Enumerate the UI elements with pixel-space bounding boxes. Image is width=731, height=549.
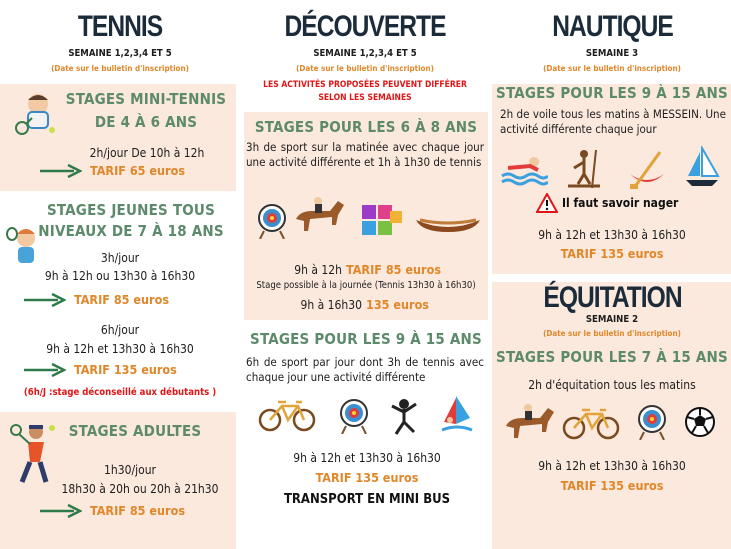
tennis-title: TENNIS	[77, 10, 163, 43]
horse-rider-icon	[290, 193, 350, 239]
arrow-right-icon	[40, 164, 82, 178]
equitation-date-note: (Date sur le bulletin d'inscription)	[543, 329, 681, 338]
decouverte-6-8-tarif2: 135 euros	[366, 297, 429, 312]
rowing-boat-icon	[414, 212, 482, 236]
nautique-times: 9h à 12h et 13h30 à 16h30	[538, 228, 686, 242]
decouverte-6-8-time2: 9h à 16h30	[300, 298, 362, 312]
mini-tennis-title-1: STAGES MINI-TENNIS	[65, 90, 227, 108]
tennis-weeks: SEMAINE 1,2,3,4 ET 5	[68, 48, 172, 59]
decouverte-6-8-time1: 9h à 12h	[294, 263, 342, 277]
jeunes-title-1: STAGES JEUNES TOUS	[47, 201, 215, 219]
arrow-right-icon	[24, 363, 66, 377]
adultes-hours: 1h30/jour	[104, 463, 156, 477]
decouverte-6-8-tarif1: TARIF 85 euros	[346, 262, 442, 277]
warning-icon	[536, 193, 558, 213]
horse-rider-icon	[500, 400, 560, 446]
decouverte-warning-2: SELON LES SEMAINES	[318, 93, 412, 103]
tennis-date-note: (Date sur le bulletin d'inscription)	[51, 64, 189, 73]
paddle-icon	[566, 148, 602, 190]
nautique-date-note: (Date sur le bulletin d'inscription)	[543, 64, 681, 73]
jeunes-opt1-times: 9h à 12h ou 13h30 à 16h30	[44, 269, 196, 283]
puzzle-icon	[360, 203, 404, 237]
decouverte-possible: Stage possible à la journée (Tennis 13h30 à 16h30)	[256, 280, 476, 291]
nautique-tarif: TARIF 135 euros	[560, 246, 664, 261]
kayak-icon	[626, 150, 668, 190]
nautique-title: NAUTIQUE	[552, 10, 673, 43]
decouverte-9-15-desc: 6h de sport par jour dont 3h de tennis avec chaque jour une activité différente	[246, 355, 484, 384]
equitation-title: ÉQUITATION	[543, 281, 682, 314]
arrow-right-icon	[40, 504, 82, 518]
adultes-title: STAGES ADULTES	[68, 422, 202, 440]
swimmer-icon	[500, 152, 548, 186]
adultes-tarif: TARIF 85 euros	[90, 503, 186, 518]
equitation-times: 9h à 12h et 13h30 à 16h30	[538, 459, 686, 473]
decouverte-weeks: SEMAINE 1,2,3,4 ET 5	[313, 48, 417, 59]
decouverte-6-8-desc: 3h de sport sur la matinée avec chaque jour une activité différente et 1h à 1h30 de tennis	[246, 140, 484, 169]
decouverte-title: DÉCOUVERTE	[284, 10, 446, 43]
equitation-weeks: SEMAINE 2	[585, 314, 639, 325]
bicycle-icon	[258, 398, 316, 432]
jeunes-opt1-hours: 3h/jour	[100, 251, 140, 265]
nautique-weeks: SEMAINE 3	[585, 48, 639, 59]
windsurf-icon	[440, 394, 474, 436]
mini-tennis-title-2: DE 4 À 6 ANS	[94, 113, 198, 131]
adultes-times: 18h30 à 20h ou 20h à 21h30	[61, 482, 219, 496]
child-tennis-icon	[14, 90, 62, 138]
equitation-tarif: TARIF 135 euros	[560, 478, 664, 493]
dancer-icon	[386, 396, 422, 436]
decouverte-warning-1: LES ACTIVITÉS PROPOSÉES PEUVENT DIFFÉRER	[263, 80, 467, 90]
jeunes-opt2-tarif: TARIF 135 euros	[74, 362, 177, 377]
equitation-desc: 2h d'équitation tous les matins	[528, 378, 696, 392]
jeunes-title-2: NIVEAUX DE 7 À 18 ANS	[38, 222, 224, 240]
equitation-title-age: STAGES POUR LES 7 À 15 ANS	[496, 348, 728, 366]
bicycle-icon	[562, 406, 620, 440]
decouverte-9-15-tarif: TARIF 135 euros	[315, 470, 419, 485]
decouverte-6-8-title: STAGES POUR LES 6 À 8 ANS	[254, 118, 478, 136]
decouverte-9-15-times: 9h à 12h et 13h30 à 16h30	[293, 451, 441, 465]
nautique-warning: Il faut savoir nager	[562, 196, 679, 210]
decouverte-9-15-title: STAGES POUR LES 9 À 15 ANS	[250, 330, 482, 348]
decouverte-transport: TRANSPORT EN MINI BUS	[283, 492, 451, 507]
mini-tennis-schedule: 2h/jour De 10h à 12h	[89, 146, 205, 160]
decouverte-date-note: (Date sur le bulletin d'inscription)	[296, 64, 434, 73]
jeunes-opt2-times: 9h à 12h et 13h30 à 16h30	[46, 342, 194, 356]
mini-tennis-tarif: TARIF 65 euros	[90, 163, 186, 178]
jeunes-opt2-hours: 6h/jour	[100, 323, 140, 337]
archery-target-icon	[338, 398, 370, 434]
archery-target-icon	[636, 404, 668, 440]
sailboat-icon	[682, 146, 722, 188]
arrow-right-icon	[24, 293, 66, 307]
nautique-desc: 2h de voile tous les matins à MESSEIN. Une activité différente chaque jour	[500, 107, 726, 136]
soccer-ball-icon	[684, 406, 716, 438]
nautique-title-age: STAGES POUR LES 9 À 15 ANS	[496, 84, 728, 102]
jeunes-opt1-tarif: TARIF 85 euros	[74, 292, 170, 307]
jeunes-note: (6h/J :stage déconseillé aux débutants )	[23, 387, 217, 398]
archery-target-icon	[256, 203, 288, 239]
